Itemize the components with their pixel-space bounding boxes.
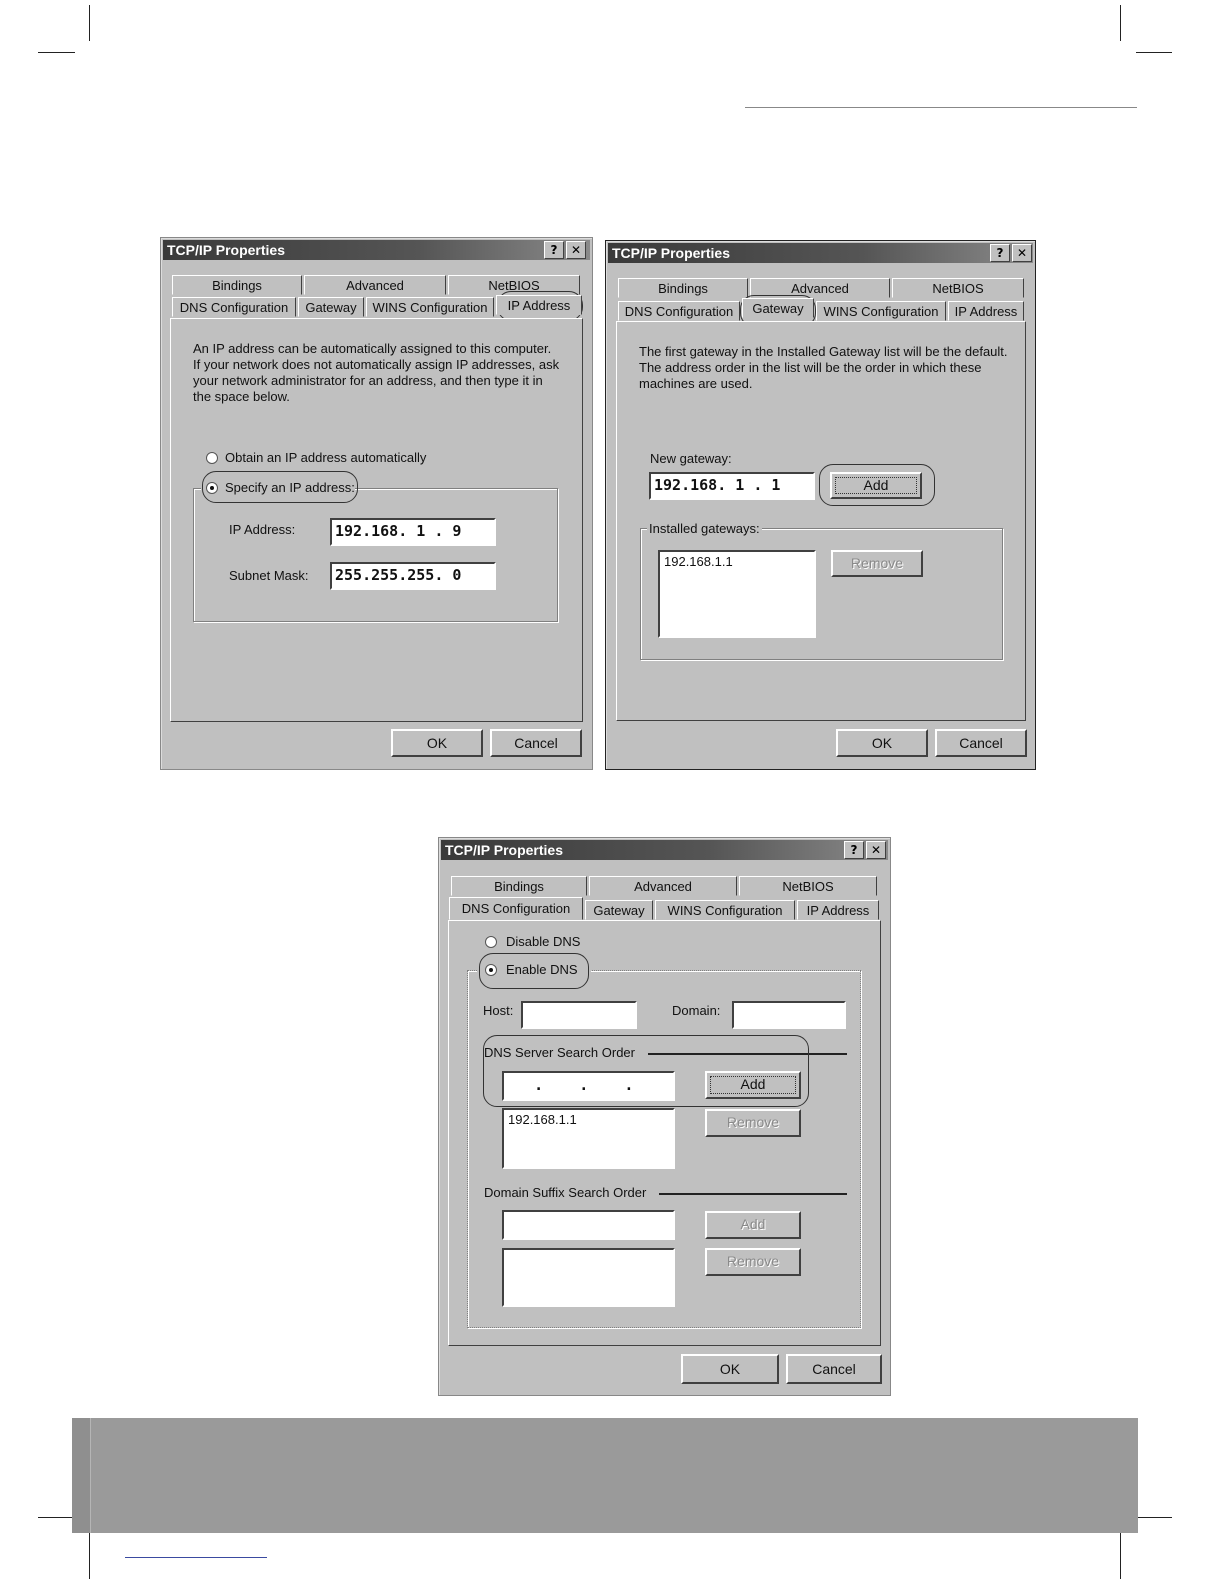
title-bar: [608, 243, 1033, 263]
tab-dns-configuration[interactable]: DNS Configuration: [618, 301, 740, 321]
tab-wins-configuration[interactable]: WINS Configuration: [655, 900, 795, 920]
add-label: Add: [740, 1216, 766, 1232]
radio-disable-dns[interactable]: [485, 936, 497, 948]
tab-advanced[interactable]: Advanced: [304, 275, 446, 295]
tcpip-dialog-ip-address: [160, 237, 593, 770]
radio-enable-label: Enable DNS: [506, 962, 578, 977]
domain-label: Domain:: [672, 1003, 721, 1018]
cancel-button[interactable]: [935, 729, 1027, 757]
crop-mark: [1136, 52, 1172, 53]
domain-suffix-list[interactable]: [502, 1248, 675, 1307]
tcpip-dialog-dns-configuration: [438, 837, 891, 1396]
ok-button[interactable]: [681, 1354, 779, 1384]
new-gateway-label: New gateway:: [650, 451, 732, 466]
specify-ip-group: [193, 488, 558, 622]
tab-netbios[interactable]: NetBIOS: [739, 876, 877, 896]
tab-gateway[interactable]: Gateway: [742, 298, 814, 318]
tab-gateway[interactable]: Gateway: [585, 900, 653, 920]
tab-panel: [170, 318, 583, 722]
tab-bindings[interactable]: Bindings: [172, 275, 302, 295]
tab-dns-configuration[interactable]: DNS Configuration: [172, 297, 296, 317]
window-title: TCP/IP Properties: [445, 842, 564, 858]
crop-mark: [1120, 1533, 1121, 1579]
host-field[interactable]: [521, 1001, 637, 1029]
tab-ip-address[interactable]: IP Address: [948, 301, 1024, 321]
dns-server-list[interactable]: [502, 1108, 675, 1169]
cancel-label: Cancel: [514, 735, 558, 751]
cancel-label: Cancel: [959, 735, 1003, 751]
add-domain-suffix-button[interactable]: [705, 1211, 801, 1239]
title-bar: [441, 840, 888, 860]
ok-button[interactable]: [836, 729, 928, 757]
list-item[interactable]: 192.168.1.1: [664, 554, 733, 569]
radio-obtain-automatically[interactable]: [206, 452, 218, 464]
tab-dns-configuration[interactable]: DNS Configuration: [449, 897, 583, 920]
tab-bindings[interactable]: Bindings: [451, 876, 587, 896]
ok-button[interactable]: [391, 729, 483, 757]
ip-address-label: IP Address:: [229, 522, 296, 537]
footer-rule: [125, 1557, 267, 1558]
tcpip-dialog-gateway: [605, 240, 1036, 770]
tab-netbios[interactable]: NetBIOS: [448, 275, 580, 295]
help-button[interactable]: ?: [990, 244, 1010, 262]
ok-label: OK: [426, 735, 448, 751]
tab-wins-configuration[interactable]: WINS Configuration: [816, 301, 946, 321]
radio-disable-label: Disable DNS: [506, 934, 581, 949]
focus-ring: [835, 477, 917, 494]
intro-line: The address order in the list will be the order in which these: [639, 360, 982, 375]
intro-text: [639, 344, 1019, 392]
cancel-label: Cancel: [812, 1361, 856, 1377]
crop-mark: [1136, 1517, 1172, 1518]
close-icon[interactable]: ✕: [566, 241, 586, 259]
tab-netbios[interactable]: NetBIOS: [892, 278, 1024, 298]
radio-specify-label: Specify an IP address:: [225, 480, 355, 495]
close-icon[interactable]: ✕: [1012, 244, 1032, 262]
tab-wins-configuration[interactable]: WINS Configuration: [366, 297, 494, 317]
ok-label: OK: [719, 1361, 741, 1377]
remove-gateway-button[interactable]: [831, 550, 923, 577]
new-gateway-field[interactable]: 192.168. 1 . 1: [649, 472, 815, 500]
add-gateway-button[interactable]: [830, 472, 922, 499]
intro-line: The first gateway in the Installed Gateway list will be the default.: [639, 344, 1008, 359]
footer-band-edge: [72, 1418, 91, 1533]
crop-mark: [89, 5, 90, 41]
footer-band: [72, 1418, 1138, 1533]
help-button[interactable]: ?: [844, 841, 864, 859]
crop-mark: [89, 1533, 90, 1579]
crop-mark: [38, 52, 75, 53]
ip-address-field[interactable]: 192.168. 1 . 9: [330, 518, 496, 546]
help-button[interactable]: ?: [544, 241, 564, 259]
header-rule: [745, 107, 1137, 108]
focus-ring: [710, 1076, 796, 1094]
installed-gateways-list[interactable]: [658, 550, 816, 638]
remove-dns-server-button[interactable]: [705, 1109, 801, 1137]
tab-ip-address[interactable]: IP Address: [496, 295, 582, 315]
add-label: Add: [740, 1076, 766, 1092]
remove-label: Remove: [726, 1114, 780, 1130]
tab-ip-address[interactable]: IP Address: [797, 900, 879, 920]
section-rule: [648, 1053, 847, 1055]
cancel-button[interactable]: [490, 729, 582, 757]
remove-domain-suffix-button[interactable]: [705, 1248, 801, 1276]
section-rule: [659, 1193, 847, 1195]
intro-line: machines are used.: [639, 376, 753, 391]
close-icon[interactable]: ✕: [866, 841, 886, 859]
tab-advanced[interactable]: Advanced: [589, 876, 737, 896]
window-title: TCP/IP Properties: [167, 242, 286, 258]
window-title: TCP/IP Properties: [612, 245, 731, 261]
intro-line: your network administrator for an address, and then type it in: [193, 373, 543, 388]
intro-line: An IP address can be automatically assigned to this computer.: [193, 341, 552, 356]
intro-text: [193, 341, 573, 405]
domain-field[interactable]: [732, 1001, 846, 1029]
intro-line: the space below.: [193, 389, 290, 404]
subnet-mask-field[interactable]: 255.255.255. 0: [330, 562, 496, 590]
intro-line: If your network does not automatically assign IP addresses, ask: [193, 357, 560, 372]
radio-obtain-label: Obtain an IP address automatically: [225, 450, 427, 465]
subnet-mask-label: Subnet Mask:: [229, 568, 309, 583]
title-bar: [163, 240, 590, 260]
tab-panel: [448, 920, 881, 1346]
tab-advanced[interactable]: Advanced: [750, 278, 890, 298]
radio-enable-dns[interactable]: [485, 964, 497, 976]
installed-gateways-legend: Installed gateways:: [649, 521, 760, 536]
add-dns-server-button[interactable]: [705, 1071, 801, 1099]
tab-panel: [616, 321, 1026, 721]
remove-label: Remove: [850, 555, 904, 571]
domain-suffix-input[interactable]: [502, 1210, 675, 1240]
tab-bindings[interactable]: Bindings: [618, 278, 748, 298]
remove-label: Remove: [726, 1253, 780, 1269]
crop-mark: [38, 1517, 75, 1518]
tab-gateway[interactable]: Gateway: [298, 297, 364, 317]
ok-label: OK: [871, 735, 893, 751]
cancel-button[interactable]: [786, 1354, 882, 1384]
dns-server-search-order-label: DNS Server Search Order: [484, 1045, 635, 1060]
add-label: Add: [863, 477, 889, 493]
crop-mark: [1120, 5, 1121, 41]
host-label: Host:: [483, 1003, 514, 1018]
domain-suffix-search-order-label: Domain Suffix Search Order: [484, 1185, 647, 1200]
radio-specify-ip[interactable]: [206, 482, 218, 494]
dns-server-input[interactable]: . . .: [502, 1071, 675, 1101]
list-item[interactable]: 192.168.1.1: [508, 1112, 577, 1127]
